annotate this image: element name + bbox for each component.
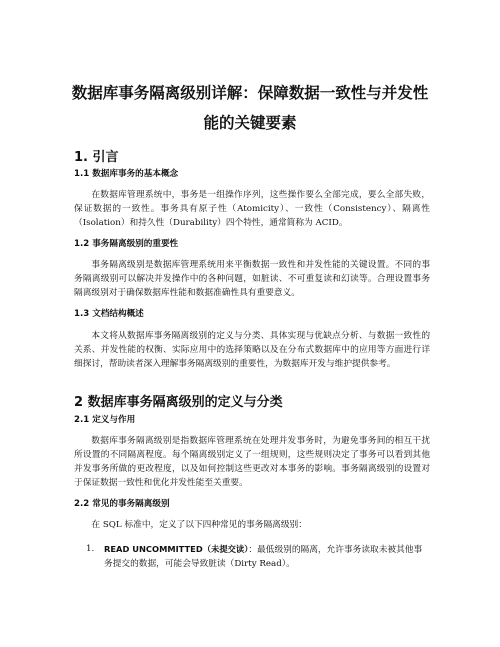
section-1-heading: 1. 引言	[74, 150, 119, 165]
section-1-3-heading: 1.3 文档结构概述	[74, 309, 144, 319]
document-title-line-1: 数据库事务隔离级别详解：保障数据一致性与并发性	[71, 84, 429, 102]
list-item-term: READ UNCOMMITTED（未提交读）	[104, 544, 249, 554]
list-item-body	[104, 542, 430, 571]
section-2-heading: 2 数据库事务隔离级别的定义与分类	[74, 395, 283, 410]
document-title	[60, 78, 440, 138]
section-2-1-paragraph: 数据库事务隔离级别是指数据库管理系统在处理并发事务时，为避免事务间的相互干扰所设置的不同隔离程度。每个隔离级别定义了一组规则，这些规则决定了事务可以看到其他并发事务所做的更改程度，以及如何控制这些更改对本事务的影响。事务隔离级别的设置对于保证数据一致性和优化并发性能至关重要。	[74, 436, 430, 488]
section-2-1-heading: 2.1 定义与作用	[74, 415, 136, 425]
list-item-number: 1.	[86, 544, 95, 554]
list-item	[86, 542, 430, 571]
section-2-2-intro: 在 SQL 标准中，定义了以下四种常见的事务隔离级别：	[91, 520, 307, 530]
section-1-2-heading: 1.2 事务隔离级别的重要性	[74, 239, 179, 249]
list-item-description: ：最低级别的隔离，允许事务读取未被其他事务提交的数据，可能会导致脏读（Dirty Read）。	[104, 545, 423, 569]
section-1-1-paragraph: 在数据库管理系统中，事务是一组操作序列，这些操作要么全部完成，要么全部失败，保证数据的一致性。事务具有原子性（Atomicity）、一致性（Consistency）、隔离性（Isolation）和持久性（Durability）四个特性，通常简称为 ACID。	[74, 190, 430, 228]
section-1-3-paragraph: 本文将从数据库事务隔离级别的定义与分类、具体实现与优缺点分析、与数据一致性的关系、并发性能的权衡、实际应用中的选择策略以及在分布式数据库中的应用等方面进行详细探讨，帮助读者深入理解事务隔离级别的重要性，为数据库开发与维护提供参考。	[74, 331, 430, 369]
document-title-line-2: 能的关键要素	[203, 114, 297, 132]
section-1-2-paragraph: 事务隔离级别是数据库管理系统用来平衡数据一致性和并发性能的关键设置。不同的事务隔离级别可以解决并发操作中的各种问题，如脏读、不可重复读和幻读等。合理设置事务隔离级别对于确保数据库性能和数据准确性具有重要意义。	[74, 260, 430, 298]
section-2-2-heading: 2.2 常见的事务隔离级别	[74, 499, 170, 509]
section-1-1-heading: 1.1 数据库事务的基本概念	[74, 169, 179, 179]
